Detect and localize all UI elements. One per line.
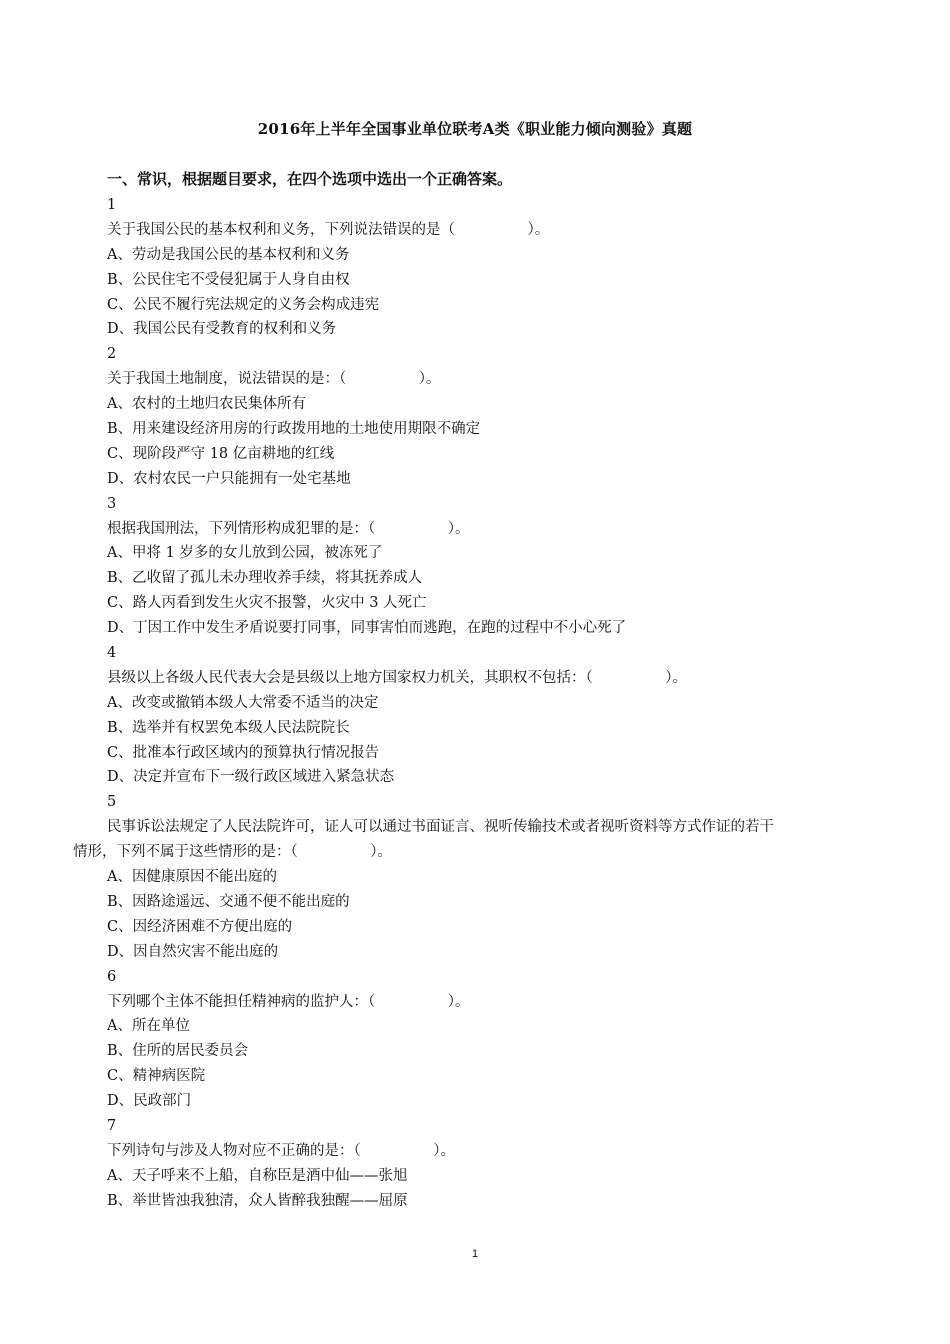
option-a: A、甲将 1 岁多的女儿放到公园，被冻死了: [107, 545, 383, 562]
question-stem: 根据我国刑法，下列情形构成犯罪的是：（ ）。: [107, 520, 470, 537]
question-number: 7: [107, 1117, 117, 1134]
question-stem: 县级以上各级人民代表大会是县级以上地方国家权力机关，其职权不包括：（ ）。: [107, 669, 687, 686]
option-c: C、路人丙看到发生火灾不报警，火灾中 3 人死亡: [107, 595, 427, 612]
option-b: B、住所的居民委员会: [107, 1043, 249, 1060]
option-c: C、批准本行政区域内的预算执行情况报告: [107, 744, 380, 761]
option-b: B、乙收留了孤儿未办理收养手续，将其抚养成人: [107, 570, 423, 587]
page-number: 1: [471, 1248, 479, 1260]
option-c: C、精神病医院: [107, 1068, 206, 1085]
document-title: 2016年上半年全国事业单位联考A类《职业能力倾向测验》真题: [257, 120, 693, 138]
question-number: 3: [107, 495, 117, 512]
question-number: 4: [107, 645, 117, 662]
question-stem-line-1: [107, 815, 882, 840]
option-b: B、因路途遥远、交通不便不能出庭的: [107, 893, 350, 910]
question-number: 6: [107, 968, 117, 985]
question-number: 1: [107, 197, 117, 213]
option-d: D、决定并宣布下一级行政区域进入紧急状态: [107, 769, 395, 786]
option-b: B、选举并有权罢免本级人民法院院长: [107, 719, 350, 736]
option-a: A、改变或撤销本级人大常委不适当的决定: [107, 694, 379, 711]
question-stem-text: 情形，下列不属于这些情形的是：（ ）。: [73, 844, 392, 861]
option-a: A、农村的土地归农民集体所有: [107, 396, 306, 413]
option-d: D、因自然灾害不能出庭的: [107, 943, 279, 960]
option-d: D、农村农民一户只能拥有一处宅基地: [107, 470, 351, 487]
question-number: 5: [107, 794, 117, 811]
option-c: C、公民不履行宪法规定的义务会构成违宪: [107, 296, 380, 313]
option-a: A、因健康原因不能出庭的: [107, 869, 277, 886]
question-stem-line-2: [73, 840, 882, 865]
option-c: C、现阶段严守 18 亿亩耕地的红线: [107, 445, 335, 462]
option-c: C、因经济困难不方便出庭的: [107, 918, 293, 935]
option-b: B、举世皆浊我独清，众人皆醉我独醒——屈原: [107, 1192, 408, 1209]
section-heading: 一、常识，根据题目要求，在四个选项中选出一个正确答案。: [107, 170, 513, 188]
question-stem: 下列哪个主体不能担任精神病的监护人：（ ）。: [107, 993, 470, 1010]
question-number: 2: [107, 346, 117, 363]
question-list: [73, 193, 882, 1214]
option-a: A、所在单位: [107, 1018, 190, 1035]
option-d: D、民政部门: [107, 1093, 192, 1110]
question-stem: 关于我国公民的基本权利和义务，下列说法错误的是（ ）。: [107, 221, 550, 238]
question-stem: 下列诗句与涉及人物对应不正确的是：（ ）。: [107, 1142, 455, 1159]
option-b: B、公民住宅不受侵犯属于人身自由权: [107, 271, 350, 288]
option-a: A、劳动是我国公民的基本权利和义务: [107, 246, 350, 263]
option-a: A、天子呼来不上船，自称臣是酒中仙——张旭: [107, 1167, 408, 1184]
option-d: D、我国公民有受教育的权利和义务: [107, 321, 337, 338]
question-stem-text: 民事诉讼法规定了人民法院许可，证人可以通过书面证言、视听传输技术或者视听资料等方式作证的若干: [107, 819, 774, 836]
option-b: B、用来建设经济用房的行政拨用地的土地使用期限不确定: [107, 421, 481, 438]
option-d: D、丁因工作中发生矛盾说要打同事，同事害怕而逃跑，在跑的过程中不小心死了: [107, 620, 627, 637]
question-stem: 关于我国土地制度，说法错误的是：（ ）。: [107, 371, 441, 388]
